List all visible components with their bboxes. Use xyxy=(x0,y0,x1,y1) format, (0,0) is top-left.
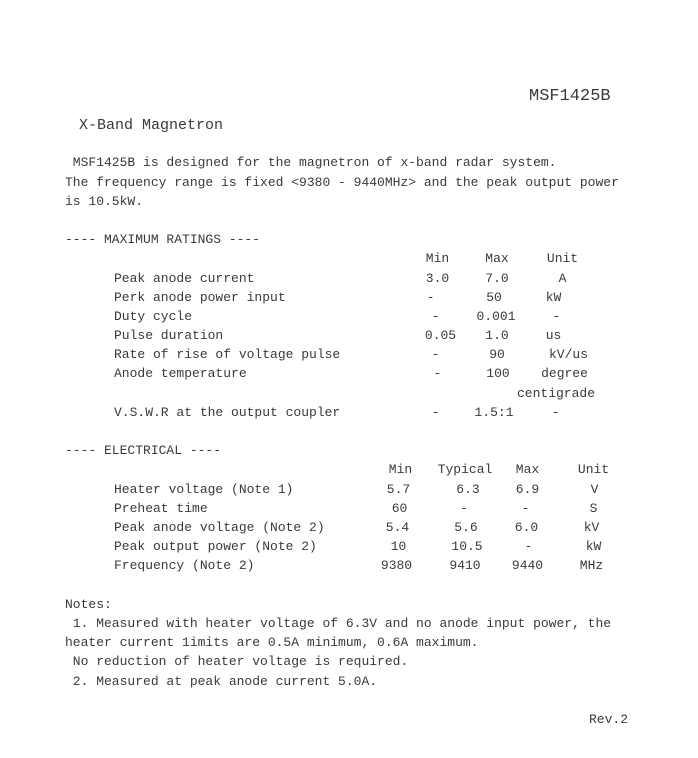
table-cell-max: 100 xyxy=(486,366,510,381)
table-cell-unit: A xyxy=(558,271,567,286)
table-cell-max: 6.9 xyxy=(515,482,540,497)
table-cell-max: 6.0 xyxy=(514,520,539,535)
table-cell-unit: degree xyxy=(541,366,588,381)
table-cell-min: 3.0 xyxy=(425,271,450,286)
electrical-col-max: Max xyxy=(515,462,540,477)
table-cell-typical: 9410 xyxy=(449,558,481,573)
max-ratings-col-min: Min xyxy=(425,251,450,266)
intro-line-3: is 10.5kW. xyxy=(65,194,144,209)
table-cell-unit: - xyxy=(552,309,561,324)
table-cell-max: 0.001 xyxy=(476,309,516,324)
table-cell-typical: 6.3 xyxy=(456,482,480,497)
electrical-col-typical: Typical xyxy=(437,462,493,477)
table-cell-min: 10 xyxy=(390,539,407,554)
table-cell-min: - xyxy=(426,290,435,305)
max-ratings-col-unit: Unit xyxy=(546,251,579,266)
table-cell-min: 0.05 xyxy=(424,328,457,343)
electrical-heading: ---- ELECTRICAL ---- xyxy=(65,443,222,458)
table-cell-unit: S xyxy=(589,501,598,516)
table-cell-min: - xyxy=(431,309,440,324)
table-cell-max: 9440 xyxy=(511,558,544,573)
table-cell-unit: - xyxy=(551,405,560,420)
table-cell-min: - xyxy=(433,366,442,381)
table-cell-max: 1.5:1 xyxy=(474,405,514,420)
table-cell-unit: kW xyxy=(585,539,602,554)
table-row-label: V.S.W.R at the output coupler xyxy=(114,405,341,420)
table-cell-max: - xyxy=(524,539,533,554)
table-cell-min: - xyxy=(431,347,440,362)
note-line: No reduction of heater voltage is required. xyxy=(65,654,409,669)
table-cell-unit: kV/us xyxy=(548,347,588,362)
table-row-label: Heater voltage (Note 1) xyxy=(114,482,294,497)
table-cell-max: - xyxy=(521,501,530,516)
table-row-label: Peak anode current xyxy=(114,271,255,286)
table-cell-typical: - xyxy=(460,501,468,516)
table-row-label: Duty cycle xyxy=(114,309,193,324)
max-ratings-heading: ---- MAXIMUM RATINGS ---- xyxy=(65,232,261,247)
table-cell-unit: V xyxy=(590,482,599,497)
table-cell-min: 5.7 xyxy=(386,482,411,497)
table-cell-unit: centigrade xyxy=(517,386,596,401)
electrical-col-min: Min xyxy=(388,462,413,477)
table-row-label: Pulse duration xyxy=(114,328,224,343)
table-row-label: Preheat time xyxy=(114,501,208,516)
model-title: MSF1425B xyxy=(529,87,611,106)
note-line: 2. Measured at peak anode current 5.0A. xyxy=(65,674,378,689)
table-cell-min: 5.4 xyxy=(385,520,410,535)
table-cell-unit: kW xyxy=(545,290,562,305)
table-cell-unit: kV xyxy=(583,520,600,535)
table-cell-min: - xyxy=(431,405,440,420)
table-cell-unit: MHz xyxy=(579,558,604,573)
table-row-label: Perk anode power input xyxy=(114,290,286,305)
table-cell-typical: 10.5 xyxy=(451,539,483,554)
table-row-label: Rate of rise of voltage pulse xyxy=(114,347,341,362)
table-cell-min: 9380 xyxy=(380,558,413,573)
note-line: 1. Measured with heater voltage of 6.3V and no anode input power, the xyxy=(65,616,612,631)
table-cell-max: 50 xyxy=(486,290,502,305)
electrical-col-unit: Unit xyxy=(577,462,610,477)
table-row-label: Anode temperature xyxy=(114,366,247,381)
table-cell-max: 7.0 xyxy=(485,271,509,286)
table-row-label: Peak output power (Note 2) xyxy=(114,539,317,554)
table-cell-max: 90 xyxy=(489,347,505,362)
revision-label: Rev.2 xyxy=(589,712,629,727)
table-cell-typical: 5.6 xyxy=(454,520,478,535)
notes-heading: Notes: xyxy=(65,597,112,612)
product-subtitle: X-Band Magnetron xyxy=(79,117,224,134)
table-row-label: Peak anode voltage (Note 2) xyxy=(114,520,325,535)
intro-line-2: The frequency range is fixed <9380 - 9440MHz> and the peak output power xyxy=(65,175,619,190)
table-cell-unit: us xyxy=(545,328,562,343)
table-cell-max: 1.0 xyxy=(485,328,509,343)
table-row-label: Frequency (Note 2) xyxy=(114,558,255,573)
intro-line-1: MSF1425B is designed for the magnetron of x-band radar system. xyxy=(65,155,557,170)
table-cell-min: 60 xyxy=(391,501,408,516)
note-line: heater current 1imits are 0.5A minimum, 0.6A maximum. xyxy=(65,635,479,650)
max-ratings-col-max: Max xyxy=(485,251,509,266)
